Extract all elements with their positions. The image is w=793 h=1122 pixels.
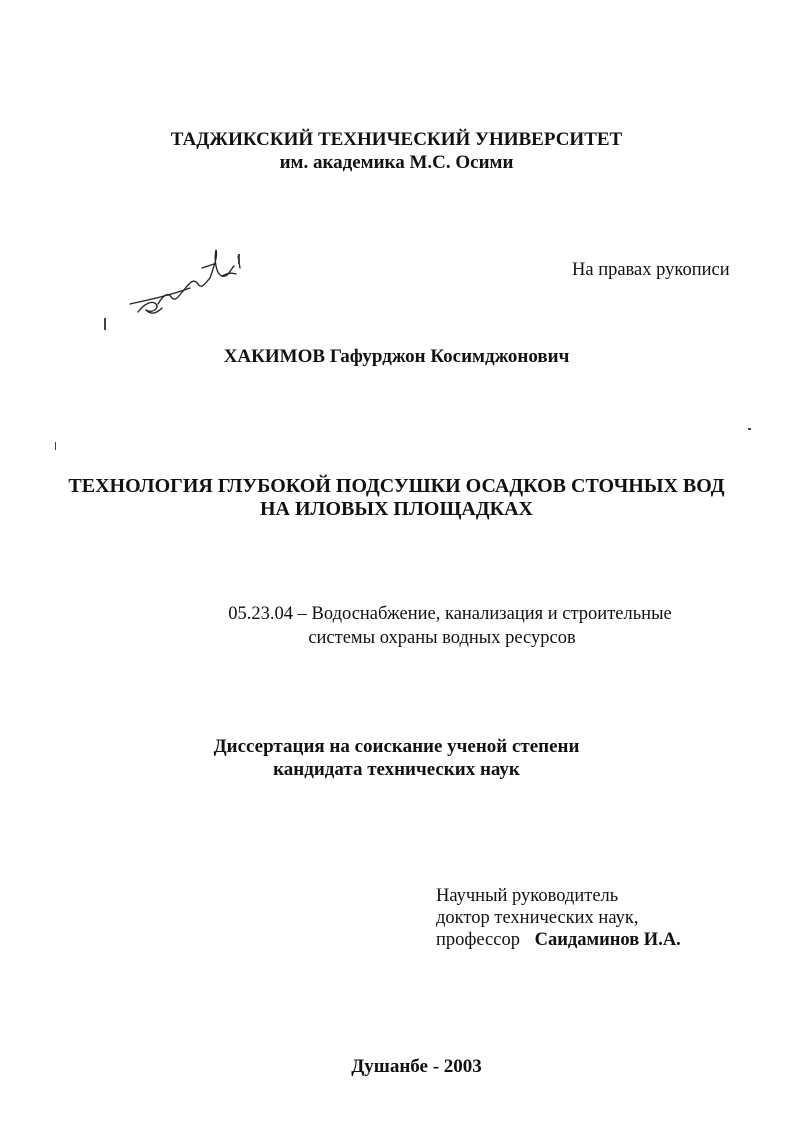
specialty-line2: системы охраны водных ресурсов: [308, 628, 576, 648]
supervisor-degree: доктор технических наук,: [436, 908, 639, 928]
scan-dot: [55, 442, 56, 450]
supervisor-label: Научный руководитель: [436, 886, 619, 906]
scan-mark: [238, 254, 240, 264]
degree-line2: кандидата технических наук: [273, 759, 520, 780]
author-name: ХАКИМОВ Гафурджон Косимджонович: [223, 346, 570, 367]
supervisor-name: Саидаминов И.А.: [534, 930, 681, 950]
university-named-after: им. академика М.С. Осими: [279, 152, 514, 173]
university-name: ТАДЖИКСКИЙ ТЕХНИЧЕСКИЙ УНИВЕРСИТЕТ: [170, 129, 623, 150]
place-year: Душанбе - 2003: [351, 1056, 482, 1077]
supervisor-title: профессор: [436, 930, 520, 950]
scan-mark: [104, 318, 106, 330]
scan-dot: [748, 428, 751, 430]
supervisor-title-line: [436, 928, 681, 952]
manuscript-rights: На правах рукописи: [572, 260, 730, 280]
author-signature: [118, 238, 258, 338]
specialty-line1: 05.23.04 – Водоснабжение, канализация и строительные: [228, 604, 672, 624]
thesis-title-line2: НА ИЛОВЫХ ПЛОЩАДКАХ: [259, 498, 533, 520]
degree-line1: Диссертация на соискание ученой степени: [213, 736, 580, 757]
thesis-title-line1: ТЕХНОЛОГИЯ ГЛУБОКОЙ ПОДСУШКИ ОСАДКОВ СТОЧНЫХ ВОД: [68, 475, 725, 497]
